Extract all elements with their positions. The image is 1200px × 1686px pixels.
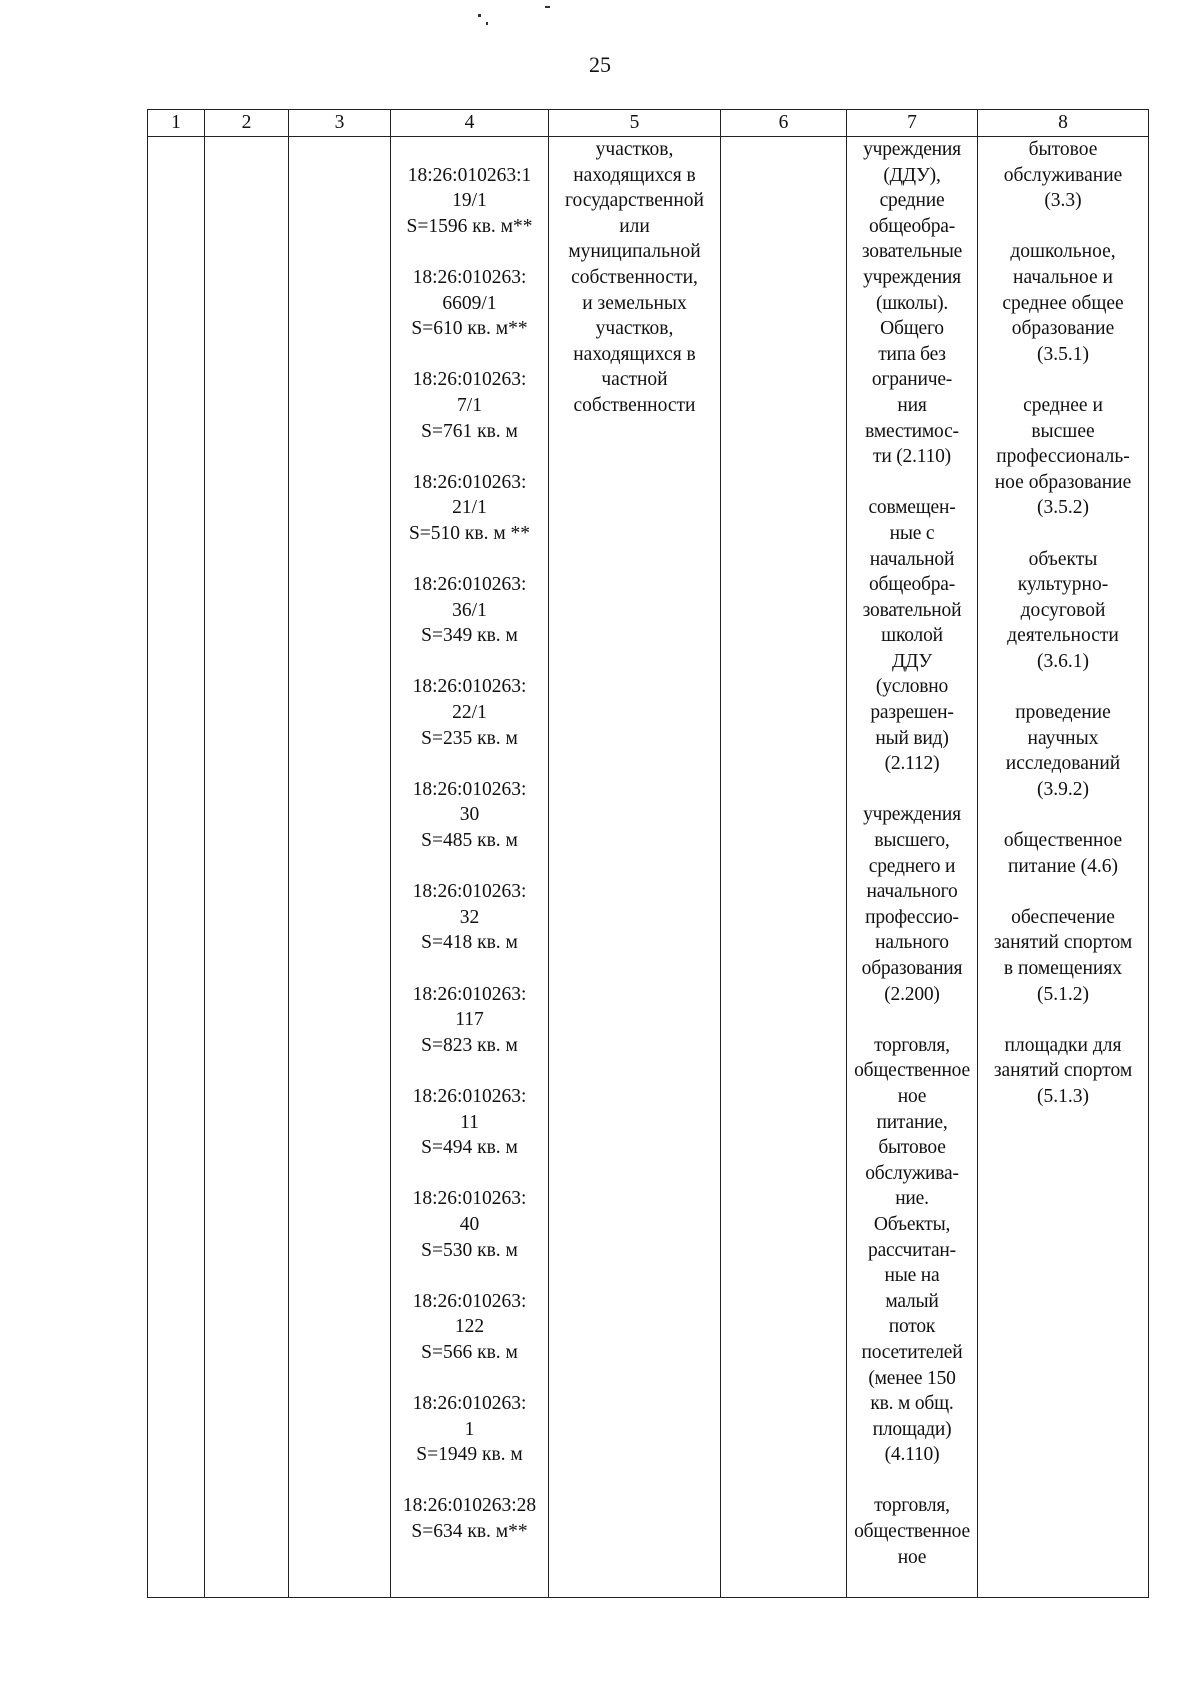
cell-line: 18:26:010263: (412, 369, 527, 391)
cell-line: питание, (876, 1111, 948, 1133)
cell-line: (школы). (875, 292, 949, 314)
cell-line: обеспечение (1011, 906, 1115, 928)
cell-line: высшее (1031, 420, 1095, 442)
cell-line: S=1596 кв. м** (406, 215, 533, 237)
cell-line: общеобра- (868, 215, 956, 237)
cell-line (849, 1468, 975, 1494)
page-number: 25 (589, 52, 611, 77)
cell-line: общественное (854, 1060, 970, 1082)
cell-line (393, 547, 546, 573)
cell-line: 40 (459, 1213, 480, 1235)
scan-speck (478, 14, 481, 17)
cell-line: 18:26:010263: (412, 471, 527, 493)
cell-col1 (148, 137, 205, 1598)
cell-line: кв. м общ. (870, 1393, 954, 1415)
cell-line: S=823 кв. м (421, 1034, 518, 1056)
cell-line: S=485 кв. м (421, 830, 518, 852)
cell-line: (3.3) (1044, 190, 1082, 212)
cell-line: посетителей (861, 1341, 963, 1363)
cell-line: 19/1 (452, 190, 487, 212)
cell-line: S=494 кв. м (421, 1137, 518, 1159)
cell-line: находящихся в (573, 343, 696, 365)
cell-line: высшего, (874, 830, 950, 852)
cell-line (393, 956, 546, 982)
cell-line: занятий спортом (993, 1060, 1133, 1082)
header-cell-2: 2 (205, 110, 289, 137)
header-cell-5: 5 (549, 110, 721, 137)
cell-line: (менее 150 (868, 1367, 956, 1389)
cell-line: учреждения (863, 804, 961, 826)
cell-line: 32 (459, 906, 480, 928)
cell-line: площади) (872, 1418, 952, 1440)
cell-line: средние (879, 190, 945, 212)
cell-line (980, 367, 1146, 393)
cell-line: 21/1 (452, 497, 487, 519)
cell-line: профессио- (865, 906, 959, 928)
cell-line (393, 751, 546, 777)
cell-line: среднее общее (1002, 292, 1124, 314)
cell-line: 18:26:010263:1 (407, 164, 532, 186)
cell-line: ния (897, 394, 927, 416)
cell-line (393, 1366, 546, 1392)
cell-line: поток (888, 1316, 936, 1338)
document-table (147, 109, 1149, 1598)
cell-line: (5.1.3) (1037, 1085, 1089, 1107)
cell-line: дошкольное, (1010, 241, 1116, 263)
cell-line: образования (861, 958, 963, 979)
cell-line: участков, (595, 318, 674, 340)
cell-line: (3.5.1) (1037, 343, 1089, 365)
cell-line: обслуживание (1003, 164, 1123, 186)
cell-line: совмещен- (868, 497, 956, 519)
cell-line: ное (897, 1546, 927, 1568)
cell-line: (3.6.1) (1037, 650, 1089, 672)
cell-line: S=418 кв. м (421, 932, 518, 954)
cell-line: S=610 кв. м** (411, 318, 528, 340)
cell-line (849, 1007, 975, 1033)
cell-line: бытовое (1028, 139, 1098, 160)
cell-permitted-use-classifier (978, 137, 1149, 1598)
cell-line: малый (885, 1290, 939, 1312)
cell-line: собственности (573, 394, 696, 416)
cell-line: (3.9.2) (1037, 778, 1089, 800)
cell-line: S=235 кв. м (421, 727, 518, 749)
cell-line: находящихся в (573, 164, 696, 186)
cell-line (980, 214, 1146, 240)
cell-line (849, 470, 975, 496)
cell-line: начальное и (1013, 266, 1113, 288)
scan-speck (486, 22, 488, 25)
cell-line: 18:26:010263: (412, 1290, 527, 1312)
cell-line: нального (875, 932, 949, 954)
header-cell-8: 8 (978, 110, 1149, 137)
cell-line (393, 1468, 546, 1494)
cell-line: ные на (884, 1265, 940, 1287)
cell-line: S=566 кв. м (421, 1341, 518, 1363)
cell-line: учреждения (863, 139, 961, 160)
cell-line: общеобра- (868, 574, 956, 596)
cell-line: 22/1 (452, 702, 487, 724)
cell-line (393, 1263, 546, 1289)
cell-line: школой (881, 625, 943, 647)
cell-line: ное образование (994, 471, 1132, 493)
cell-line: ные с (889, 522, 935, 544)
cell-line: научных (1027, 727, 1099, 749)
cell-line: 18:26:010263: (412, 983, 527, 1005)
cell-line: или (619, 215, 650, 237)
cell-line: собственности, (571, 266, 698, 288)
cell-permitted-use-codes (847, 137, 978, 1598)
cell-parcels (391, 137, 549, 1598)
cell-line (393, 854, 546, 880)
cell-line: 1 (464, 1418, 475, 1440)
header-cell-6: 6 (721, 110, 847, 137)
cell-line (393, 1161, 546, 1187)
cell-col6 (721, 137, 847, 1598)
header-cell-3: 3 (289, 110, 391, 137)
cell-line (393, 1058, 546, 1084)
cell-line: ти (2.110) (873, 446, 951, 468)
cell-line: 122 (454, 1316, 485, 1338)
cell-line: (4.110) (884, 1444, 940, 1466)
cell-line: S=530 кв. м (421, 1239, 518, 1261)
cell-line: образование (1011, 318, 1115, 340)
cell-line: питание (4.6) (1007, 855, 1119, 877)
cell-line: государственной (565, 190, 704, 212)
cell-line (393, 137, 546, 163)
cell-line: 11 (460, 1111, 479, 1133)
cell-line: торговля, (874, 1034, 950, 1056)
cell-line: вместимос- (865, 420, 959, 442)
cell-line: рассчитан- (868, 1239, 956, 1261)
cell-line: ное (897, 1085, 927, 1107)
cell-line: (5.1.2) (1037, 983, 1089, 1005)
header-cell-1: 1 (148, 110, 205, 137)
cell-line: Объекты, (873, 1213, 951, 1235)
cell-line: 18:26:010263:28 (402, 1495, 537, 1517)
cell-line (393, 239, 546, 265)
cell-line: общественное (854, 1521, 970, 1543)
cell-line: 18:26:010263: (412, 574, 527, 596)
cell-line (393, 649, 546, 675)
cell-line: и земельных (582, 292, 687, 314)
cell-line: начальной (869, 548, 955, 570)
cell-line: (3.5.2) (1037, 497, 1089, 519)
cell-line: проведение (1015, 702, 1111, 724)
cell-line: 7/1 (457, 394, 482, 416)
cell-line: 18:26:010263: (412, 1085, 527, 1107)
cell-line: деятельности (1007, 625, 1119, 647)
cell-line: торговля, (874, 1495, 950, 1517)
cell-line: 18:26:010263: (412, 1188, 527, 1210)
cell-line: бытовое (878, 1137, 946, 1159)
cell-line: 18:26:010263: (412, 266, 527, 288)
cell-line: культурно- (1017, 574, 1109, 596)
cell-line: S=634 кв. м** (411, 1521, 528, 1543)
scan-speck (545, 6, 550, 8)
cell-line: S=761 кв. м (421, 420, 518, 442)
cell-line: разрешен- (870, 702, 954, 724)
cell-line: 18:26:010263: (412, 676, 527, 698)
cell-line (980, 521, 1146, 547)
cell-ownership (549, 137, 721, 1598)
cell-line: 18:26:010263: (412, 881, 527, 903)
table-row (148, 137, 1149, 1598)
cell-line: (ДДУ), (883, 164, 941, 186)
cell-line (980, 674, 1146, 700)
cell-line: S=349 кв. м (421, 625, 518, 647)
cell-line: типа без (878, 343, 946, 365)
cell-line (849, 777, 975, 803)
cell-line (980, 1007, 1146, 1033)
cell-col3 (289, 137, 391, 1598)
cell-line: профессиональ- (996, 446, 1130, 468)
cell-line: досуговой (1020, 599, 1106, 621)
cell-line: в помещениях (1003, 958, 1123, 979)
cell-line: зовательные (861, 241, 963, 263)
cell-line (980, 802, 1146, 828)
cell-line: обслужива- (865, 1162, 959, 1184)
cell-line: частной (601, 369, 668, 391)
cell-line: ние. (895, 1188, 929, 1210)
cell-line: 30 (459, 804, 480, 826)
cell-line: зовательной (862, 599, 962, 621)
cell-line: занятий спортом (993, 932, 1133, 954)
cell-line: участков, (595, 139, 674, 160)
cell-line: Общего (880, 318, 944, 340)
cell-line: S=510 кв. м ** (408, 522, 531, 544)
cell-line: общественное (1003, 830, 1123, 852)
cell-line: объекты (1028, 548, 1098, 570)
cell-line (980, 879, 1146, 905)
cell-line: начального (866, 881, 958, 903)
header-cell-4: 4 (391, 110, 549, 137)
cell-line: исследований (1005, 753, 1121, 775)
cell-line: S=1949 кв. м (416, 1444, 523, 1466)
cell-line: ДДУ (891, 650, 933, 672)
header-row (148, 110, 1149, 137)
cell-line: 18:26:010263: (412, 778, 527, 800)
cell-line (393, 342, 546, 368)
cell-line: среднее и (1023, 394, 1103, 416)
cell-line: 117 (455, 1009, 484, 1031)
cell-line: (2.112) (884, 753, 940, 775)
cell-line: площадки для (1004, 1034, 1122, 1056)
cell-line: ограниче- (871, 369, 953, 391)
cell-line: 36/1 (452, 599, 487, 621)
cell-line: (условно (875, 676, 949, 698)
cell-line: 6609/1 (442, 292, 497, 314)
cell-line: муниципальной (568, 241, 701, 263)
cell-line: (2.200) (884, 983, 940, 1005)
cell-line: 18:26:010263: (412, 1393, 527, 1415)
cell-line: среднего и (868, 855, 956, 877)
cell-line (393, 444, 546, 470)
cell-line: учреждения (863, 266, 961, 288)
cell-line: ный вид) (875, 727, 949, 749)
cell-col2 (205, 137, 289, 1598)
header-cell-7: 7 (847, 110, 978, 137)
